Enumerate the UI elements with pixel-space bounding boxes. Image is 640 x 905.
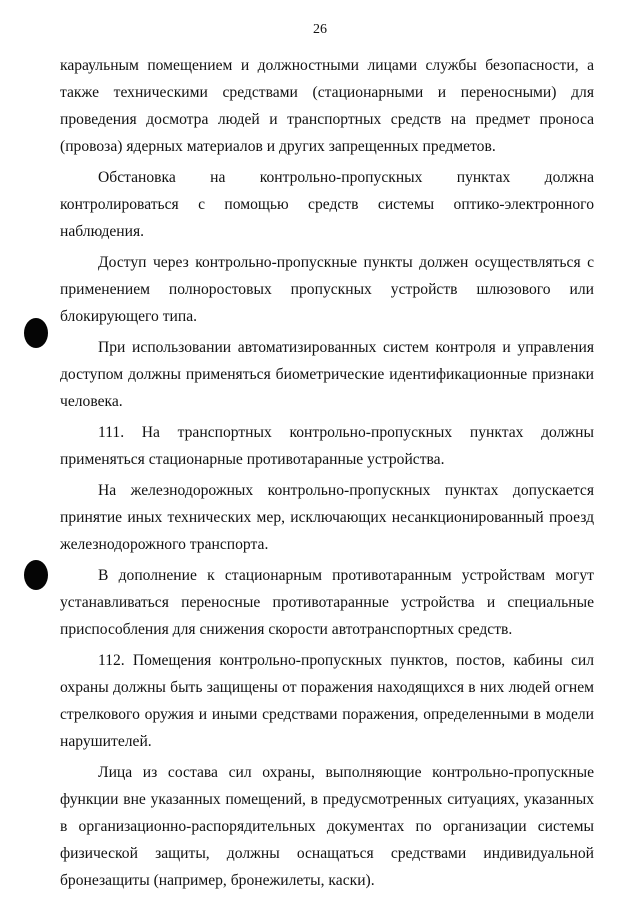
- paragraph: караульным помещением и должностными лицами службы безопасности, а также техническими средствами (стационарными и переносными) для проведения досмотра людей и транспортных средств на предмет проноса (провоза) ядерных материалов и других запрещенных предметов.: [60, 57, 594, 155]
- paragraph: Обстановка на контрольно-пропускных пунктах должна контролироваться с помощью средств системы оптико-электронного наблюдения.: [60, 169, 594, 240]
- page-number: 26: [313, 22, 327, 37]
- punch-hole: [24, 560, 48, 590]
- paragraph: В дополнение к стационарным противотаранным устройствам могут устанавливаться переносные противотаранные устройства и специальные приспособления для снижения скорости автотранспортных средств.: [60, 567, 594, 638]
- paragraph: Лица из состава сил охраны, выполняющие контрольно-пропускные функции вне указанных помещений, в предусмотренных ситуациях, указанных в организационно-распорядительных документах по организации системы физической защиты, должны оснащаться средствами индивидуальной бронезащиты (например, бронежилеты, каски).: [60, 764, 594, 889]
- punch-hole: [24, 318, 48, 348]
- document-body: [60, 52, 594, 898]
- paragraph: 111. На транспортных контрольно-пропускных пунктах должны применяться стационарные противотаранные устройства.: [60, 424, 594, 468]
- paragraph: На железнодорожных контрольно-пропускных пунктах допускается принятие иных технических мер, исключающих несанкционированный проезд железнодорожного транспорта.: [60, 482, 594, 553]
- paragraph: При использовании автоматизированных систем контроля и управления доступом должны применяться биометрические идентификационные признаки человека.: [60, 339, 594, 410]
- paragraph: 112. Помещения контрольно-пропускных пунктов, постов, кабины сил охраны должны быть защищены от поражения находящихся в них людей огнем стрелкового оружия и иными средствами поражения, определенными в модели нарушителей.: [60, 652, 594, 750]
- paragraph: Доступ через контрольно-пропускные пункты должен осуществляться с применением полноростовых пропускных устройств шлюзового или блокирующего типа.: [60, 254, 594, 325]
